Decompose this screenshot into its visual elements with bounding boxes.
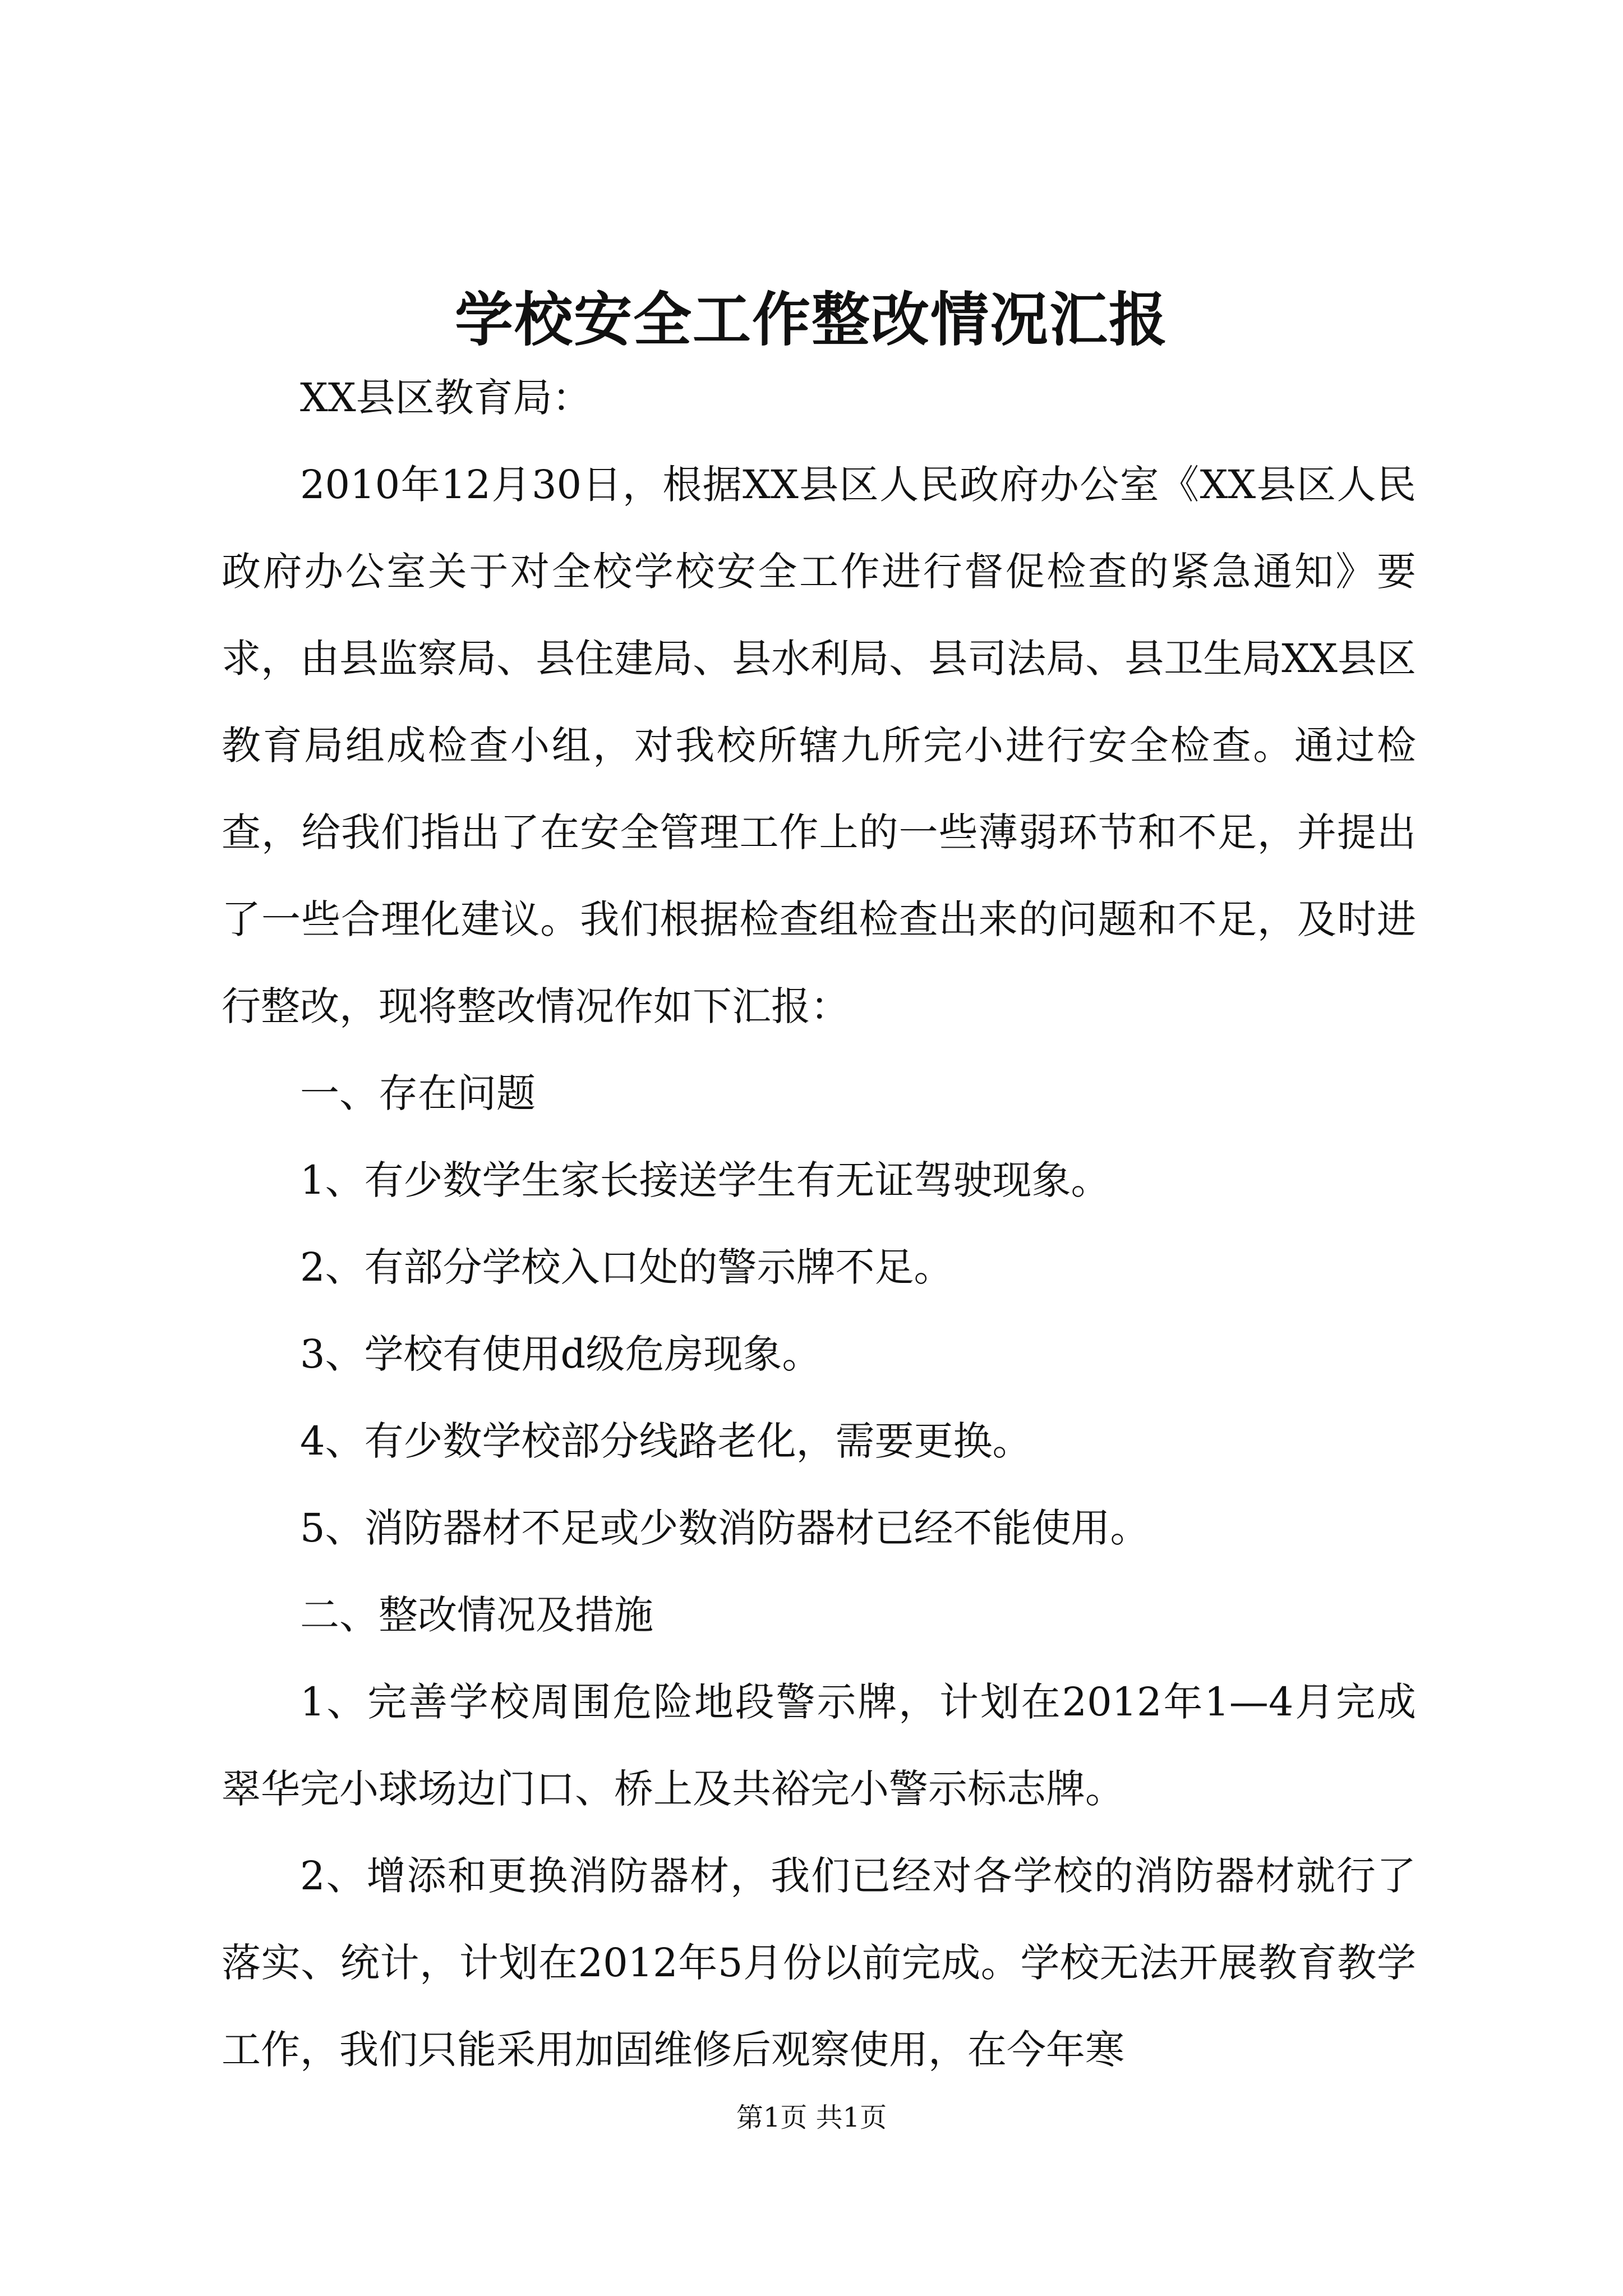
document-body [222, 355, 1416, 2093]
list-item: 2、增添和更换消防器材，我们已经对各学校的消防器材就行了落实、统计，计划在2012年5月份以前完成。学校无法开展教育教学工作，我们只能采用加固维修后观察使用，在今年寒 [222, 1853, 1416, 2073]
list-item: 5、消防器材不足或少数消防器材已经不能使用。 [300, 1505, 1150, 1551]
paragraph-intro: 2010年12月30日，根据XX县区人民政府办公室《XX县区人民政府办公室关于对全校学校安全工作进行督促检查的紧急通知》要求，由县监察局、县住建局、县水利局、县司法局、县卫生局XX县区教育局组成检查小组，对我校所辖九所完小进行安全检查。通过检查，给我们指出了在安全管理工作上的一些薄弱环节和不足，并提出了一些合理化建议。我们根据检查组检查出来的问题和不足，及时进行整改，现将整改情况作如下汇报： [222, 462, 1416, 1029]
list-item: 4、有少数学校部分线路老化，需要更换。 [300, 1418, 1032, 1464]
section-heading-problems: 一、存在问题 [300, 1070, 536, 1116]
list-item: 2、有部分学校入口处的警示牌不足。 [300, 1244, 953, 1290]
list-item: 1、完善学校周围危险地段警示牌，计划在2012年1—4月完成翠华完小球场边门口、桥上及共裕完小警示标志牌。 [222, 1679, 1416, 1812]
list-item: 1、有少数学生家长接送学生有无证驾驶现象。 [300, 1157, 1110, 1203]
document-title: 学校安全工作整改情况汇报 [454, 285, 1168, 354]
section-heading-measures: 二、整改情况及措施 [300, 1592, 653, 1638]
salutation: XX县区教育局： [300, 375, 592, 421]
page-footer: 第1页 共1页 [736, 2102, 887, 2133]
list-item: 3、学校有使用d级危房现象。 [300, 1331, 822, 1377]
